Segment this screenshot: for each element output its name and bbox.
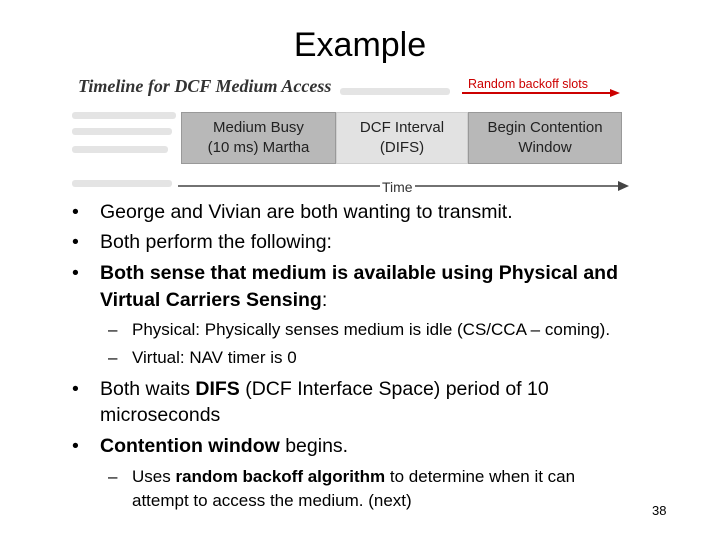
bullet-dot: •	[72, 201, 79, 223]
contention-window-box	[468, 112, 622, 164]
plain-text: Uses	[132, 467, 176, 486]
bullet-text-continued: microseconds	[100, 404, 221, 426]
medium-busy-box	[181, 112, 336, 164]
sub-bullet-text-continued: attempt to access the medium. (next)	[132, 491, 412, 510]
plain-text: (DCF Interface Space) period of 10	[239, 378, 549, 400]
window-line-1: Begin Contention	[487, 119, 603, 136]
window-line-2: Window	[518, 139, 572, 156]
sub-bullet-dash: –	[108, 348, 118, 367]
sub-bullet-text	[132, 466, 575, 488]
bold-text: DIFS	[195, 378, 240, 400]
difs-line-1: DCF Interval	[359, 119, 445, 136]
time-axis-label: Time	[382, 179, 413, 195]
faded-text-line	[72, 180, 172, 187]
sub-bullet-dash: –	[108, 467, 118, 486]
bullet-text	[100, 434, 348, 458]
backoff-arrow-icon	[462, 88, 622, 98]
sub-bullet-dash: –	[108, 320, 118, 339]
busy-line-1: Medium Busy	[213, 119, 304, 136]
bullet-text	[100, 261, 618, 285]
difs-box	[336, 112, 468, 164]
bold-text: Virtual Carriers Sensing	[100, 289, 322, 311]
bullet-text	[100, 377, 549, 401]
faded-text-line	[72, 112, 176, 119]
faded-text-line	[340, 88, 450, 95]
difs-line-2: (DIFS)	[379, 139, 425, 156]
slide-title: Example	[293, 26, 427, 64]
dcf-timeline-figure	[70, 66, 630, 198]
plain-text: Both waits	[100, 378, 196, 400]
plain-text: begins.	[279, 435, 349, 457]
faded-text-line	[72, 128, 172, 135]
bullet-text: George and Vivian are both wanting to transmit.	[100, 201, 513, 223]
sub-bullet-text: Physical: Physically senses medium is idle (CS/CCA – coming).	[132, 320, 611, 339]
plain-text: to determine when it can	[385, 467, 576, 486]
sub-bullet-text: Virtual: NAV timer is 0	[132, 348, 297, 367]
bullet-text: Both perform the following:	[100, 231, 332, 253]
bullet-dot: •	[72, 378, 79, 400]
figure-title: Timeline for DCF Medium Access	[78, 76, 332, 96]
faded-text-line	[72, 146, 168, 153]
bullet-text-continued	[100, 288, 327, 312]
bold-text: Both sense that medium is available using Physical and	[100, 262, 618, 284]
bold-text: random backoff algorithm	[175, 467, 386, 486]
plain-text: :	[321, 289, 328, 311]
bullet-dot: •	[72, 231, 79, 253]
backoff-label: Random backoff slots	[468, 77, 588, 91]
bullet-dot: •	[72, 262, 79, 284]
bullet-dot: •	[72, 435, 79, 457]
bold-text: Contention window	[100, 435, 280, 457]
busy-line-2: (10 ms) Martha	[207, 139, 310, 156]
page-number: 38	[652, 503, 667, 518]
